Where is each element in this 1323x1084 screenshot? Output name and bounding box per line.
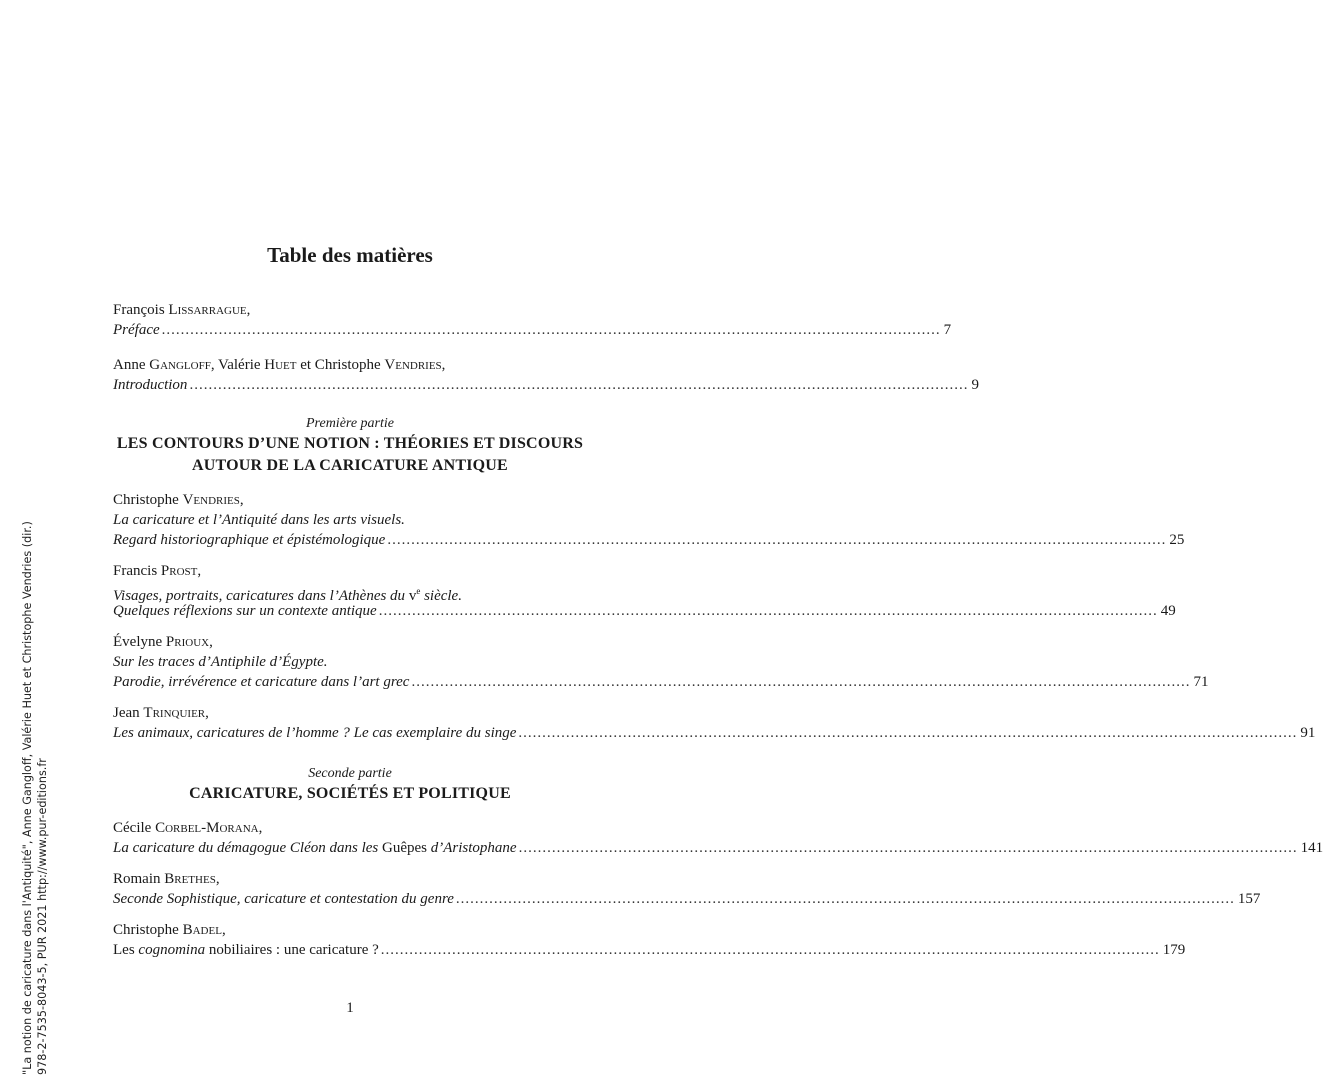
toc-title-line-2: Regard historiographique et épistémologique	[113, 532, 386, 548]
author-last-name: Corbel-Morana	[155, 820, 259, 836]
toc-entry-chapter	[113, 490, 1185, 550]
part-heading-2	[0, 765, 700, 805]
toc-title-line-2: Quelques réflexions sur un contexte antique	[113, 603, 377, 619]
author-first-name: François	[113, 302, 165, 318]
author-last-name: Prost	[160, 563, 198, 579]
author-last-name: Gangloff	[149, 357, 211, 373]
author-last-name: Vendries	[384, 357, 442, 373]
toc-entry-chapter	[113, 869, 1261, 909]
author-last-name: Brethes	[164, 871, 216, 887]
toc-link-chapter[interactable]	[113, 601, 1176, 621]
toc-page-number: 9	[971, 377, 979, 393]
page-title: Table des matières	[267, 243, 433, 267]
toc-entry-chapter	[113, 818, 1323, 858]
toc-link-chapter[interactable]	[113, 530, 1185, 550]
toc-entry-chapter	[113, 703, 1316, 743]
toc-title	[113, 940, 379, 960]
toc-author: Anne Gangloff, Valérie Huet et Christophe Vendries,	[113, 357, 446, 373]
dot-leader: ....................................................................................................................................................................	[455, 891, 1235, 907]
toc-page-number: 179	[1162, 942, 1186, 958]
toc-entry-chapter	[113, 920, 1186, 960]
author-comma: ,	[246, 302, 251, 318]
toc-title: Les animaux, caricatures de l’homme ? Le cas exemplaire du singe	[113, 725, 517, 741]
toc-link-introduction[interactable]	[113, 375, 979, 395]
author-first-name: Francis	[113, 563, 158, 579]
toc-link-chapter[interactable]	[113, 672, 1209, 692]
title-text: siècle.	[420, 588, 462, 604]
toc-author: Christophe Vendries,	[113, 492, 244, 508]
toc-title	[113, 838, 517, 858]
dot-leader: ....................................................................................................................................................................	[518, 725, 1298, 741]
toc-title-line-1	[113, 581, 609, 604]
toc-page-number: 25	[1169, 532, 1185, 548]
toc-entry-preface	[113, 300, 952, 340]
side-copyright-line-2: 978-2-7535-8043-5, PUR 2021 http://www.pur-editions.fr	[36, 758, 49, 1075]
toc-page-number: 71	[1193, 674, 1209, 690]
toc-title: Préface	[113, 322, 160, 338]
dot-leader: ....................................................................................................................................................................	[189, 377, 969, 393]
title-roman-text: nobiliaires : une caricature ?	[208, 942, 379, 958]
part-label: Première partie	[306, 416, 394, 431]
author-first-name: Christophe	[113, 492, 179, 508]
author-last-name: Badel	[182, 922, 222, 938]
author-last-name: Vendries	[182, 492, 240, 508]
title-text: d’Aristophane	[427, 840, 517, 856]
dot-leader: ....................................................................................................................................................................	[411, 674, 1191, 690]
toc-author: Cécile Corbel-Morana,	[113, 820, 263, 836]
toc-title-line-1: Sur les traces d’Antiphile d’Égypte.	[113, 654, 328, 670]
toc-page-number: 7	[943, 322, 952, 338]
toc-title: Introduction	[113, 377, 188, 393]
author-last-name: Huet	[264, 357, 297, 373]
toc-author: Jean Trinquier,	[113, 705, 209, 721]
part-label: Seconde partie	[308, 766, 392, 781]
toc-author: Christophe Badel,	[113, 922, 226, 938]
toc-entry-chapter	[113, 632, 1209, 692]
author-last-name: Trinquier	[143, 705, 206, 721]
century-superscript: e	[416, 586, 421, 596]
author-first-name: Christophe	[113, 922, 179, 938]
toc-link-chapter[interactable]	[113, 838, 1323, 858]
title-text: Visages, portraits, caricatures dans l’Athènes du	[113, 588, 409, 604]
toc-author	[113, 300, 609, 320]
dot-leader: ....................................................................................................................................................................	[378, 603, 1158, 619]
toc-page-number: 49	[1160, 603, 1176, 619]
part-title-line-1: CARICATURE, SOCIÉTÉS ET POLITIQUE	[189, 785, 511, 802]
toc-entry-chapter	[113, 561, 1176, 621]
toc-title-line-2: Parodie, irrévérence et caricature dans l’art grec	[113, 674, 410, 690]
author-first-name: Évelyne	[113, 634, 163, 650]
page-number: 1	[346, 1000, 354, 1016]
part-heading-1	[0, 415, 700, 477]
toc-author: Évelyne Prioux,	[113, 634, 213, 650]
century-numeral: v	[408, 588, 417, 604]
dot-leader: ....................................................................................................................................................................	[161, 322, 941, 338]
toc-page-number: 141	[1300, 840, 1323, 856]
toc-title: Seconde Sophistique, caricature et contestation du genre	[113, 891, 454, 907]
title-roman-text: Guêpes	[382, 840, 427, 856]
toc-page-number: 91	[1300, 725, 1316, 741]
toc-link-chapter[interactable]	[113, 723, 1316, 743]
side-copyright-line-1: "La notion de caricature dans l'Antiquité", Anne Gangloff, Valérie Huet et Christophe Vendries (dir.)	[21, 521, 34, 1075]
dot-leader: ....................................................................................................................................................................	[380, 942, 1160, 958]
toc-title-line-1: La caricature et l’Antiquité dans les arts visuels.	[113, 512, 405, 528]
toc-author: Francis Prost,	[113, 563, 202, 579]
part-title-line-2: AUTOUR DE LA CARICATURE ANTIQUE	[192, 457, 508, 474]
toc-entry-introduction	[113, 355, 979, 395]
title-text: cognomina	[134, 942, 209, 958]
dot-leader: ....................................................................................................................................................................	[518, 840, 1298, 856]
toc-link-chapter[interactable]	[113, 940, 1186, 960]
author-first-name: Cécile	[113, 820, 152, 836]
title-roman-text: Les	[113, 942, 135, 958]
toc-page-number: 157	[1237, 891, 1261, 907]
part-title-line-1: LES CONTOURS D’UNE NOTION : THÉORIES ET DISCOURS	[116, 435, 584, 452]
dot-leader: ....................................................................................................................................................................	[387, 532, 1167, 548]
toc-link-preface[interactable]	[113, 320, 952, 340]
author-last-name: Prioux	[165, 634, 210, 650]
author-last-name: Lissarrague	[168, 302, 247, 318]
title-text: La caricature du démagogue Cléon dans les	[113, 840, 382, 856]
author-first-name: Jean	[113, 705, 140, 721]
author-first-name: Romain	[113, 871, 161, 887]
toc-link-chapter[interactable]	[113, 889, 1261, 909]
toc-author: Romain Brethes,	[113, 871, 220, 887]
